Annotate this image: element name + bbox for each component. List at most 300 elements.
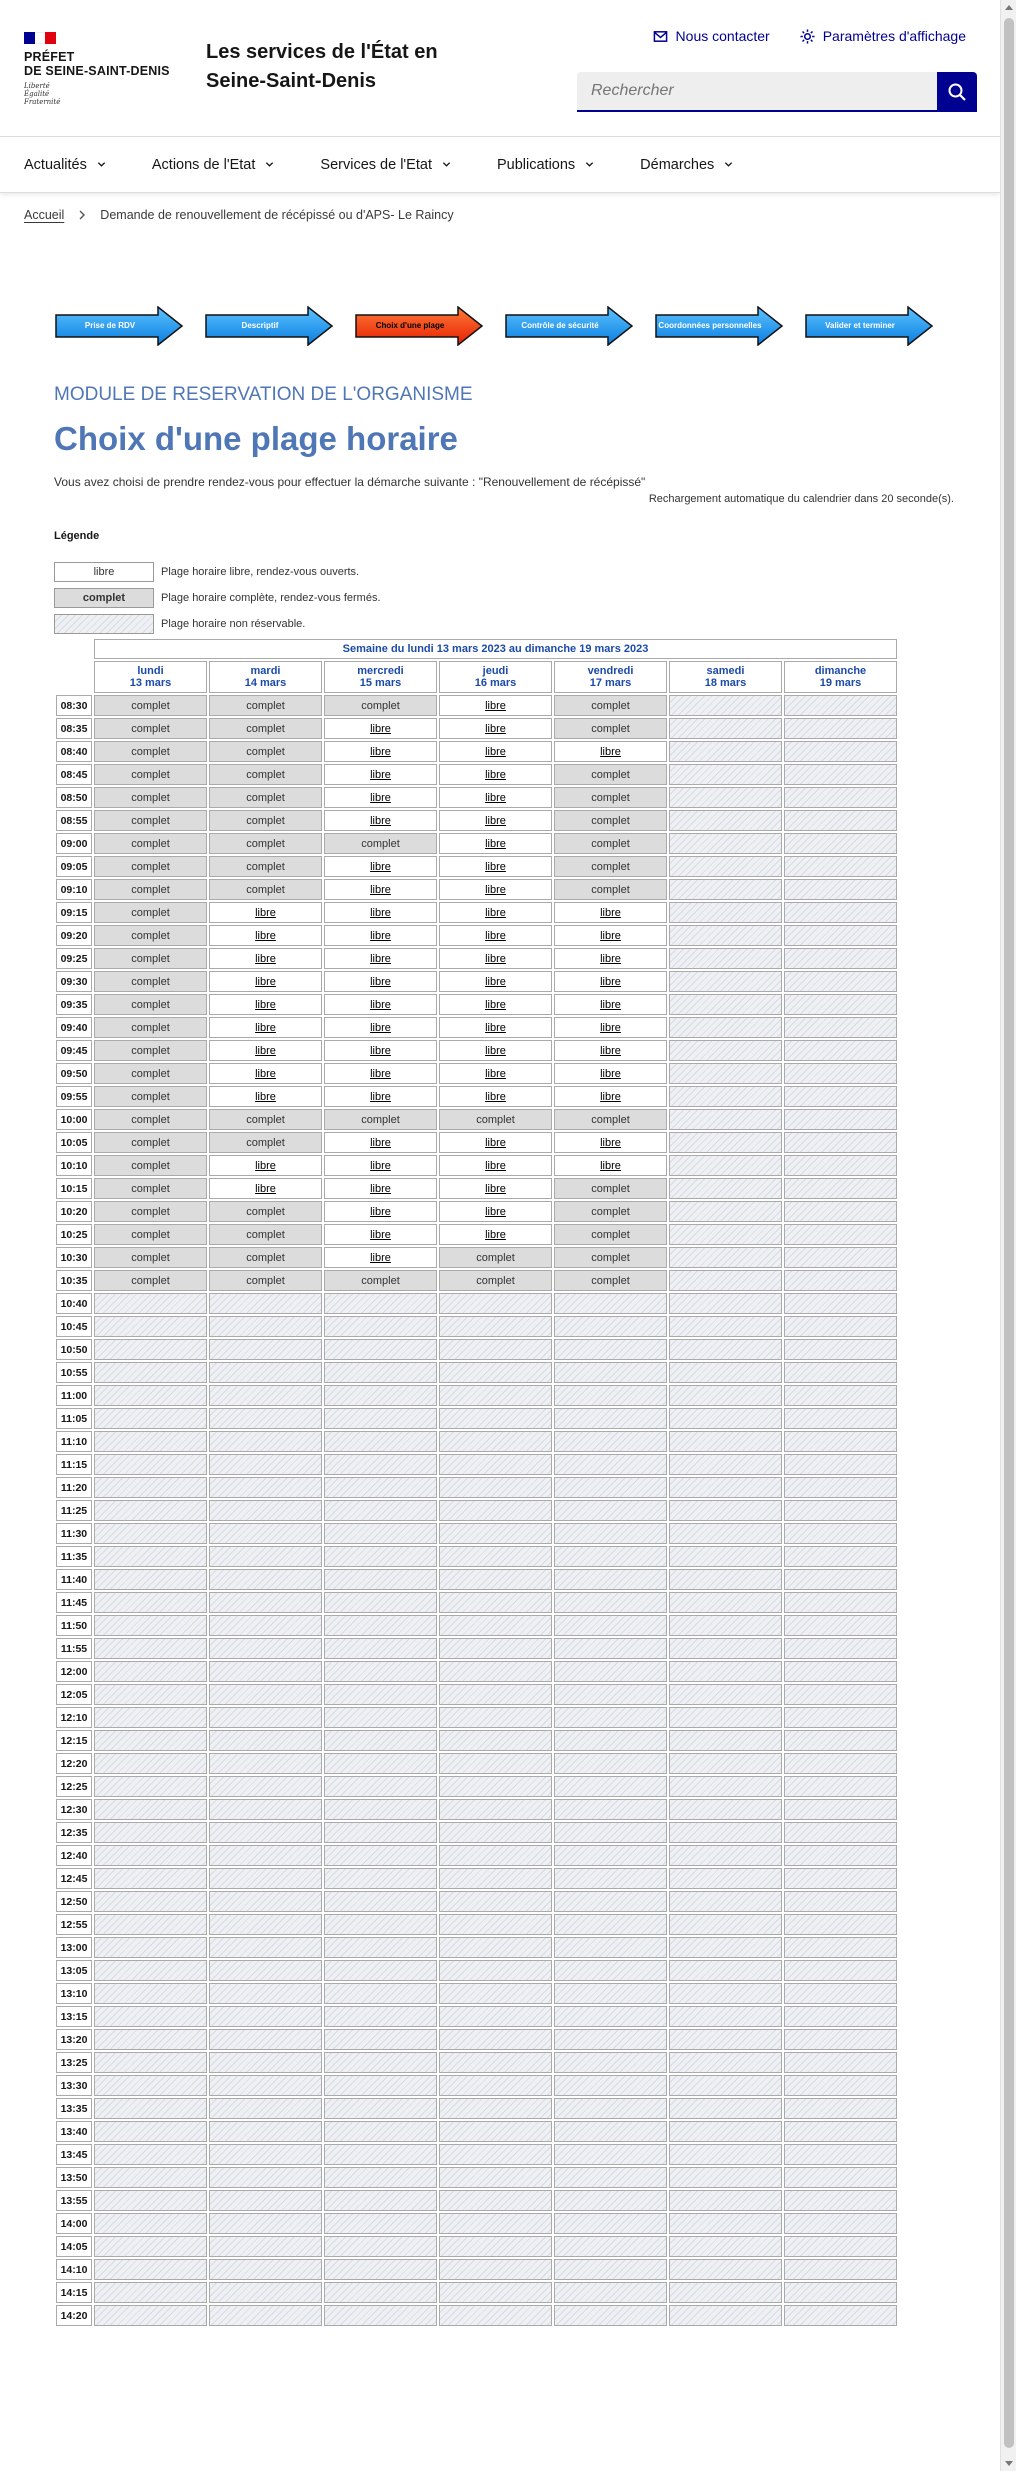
- slot-complet: complet: [209, 1132, 322, 1153]
- slot-time: 11:15: [56, 1454, 92, 1475]
- slot-libre-link[interactable]: libre: [485, 1136, 506, 1149]
- slot-libre-link[interactable]: libre: [485, 1159, 506, 1172]
- slot-complet: complet: [554, 810, 667, 831]
- slot-libre-link[interactable]: libre: [485, 699, 506, 712]
- slot-libre-link[interactable]: libre: [485, 883, 506, 896]
- slot-non-reservable: [324, 1293, 437, 1314]
- slot-libre-link[interactable]: libre: [600, 906, 621, 919]
- slot-non-reservable: [324, 2305, 437, 2326]
- nav-item-actualites[interactable]: [24, 137, 106, 192]
- table-row: [56, 718, 897, 739]
- table-row: [56, 1155, 897, 1176]
- slot-libre: [209, 1086, 322, 1107]
- slot-non-reservable: [94, 1385, 207, 1406]
- slot-time: 11:00: [56, 1385, 92, 1406]
- intro-text: Vous avez choisi de prendre rendez-vous pour effectuer la démarche suivante : "Renouvellement de récépissé": [54, 475, 646, 489]
- slot-non-reservable: [209, 1569, 322, 1590]
- slot-libre: [554, 1063, 667, 1084]
- slot-non-reservable: [554, 2236, 667, 2257]
- slot-non-reservable: [784, 1201, 897, 1222]
- slot-time: 09:35: [56, 994, 92, 1015]
- slot-libre-link[interactable]: libre: [485, 975, 506, 988]
- slot-non-reservable: [554, 2075, 667, 2096]
- nav-item-services[interactable]: [320, 137, 451, 192]
- slot-libre-link[interactable]: libre: [370, 1205, 391, 1218]
- table-row: [56, 695, 897, 716]
- slot-time: 14:05: [56, 2236, 92, 2257]
- calendar-corner: [56, 639, 92, 659]
- slot-non-reservable: [324, 2236, 437, 2257]
- slot-libre-link[interactable]: libre: [255, 1044, 276, 1057]
- slot-libre-link[interactable]: libre: [600, 1067, 621, 1080]
- slot-libre-link[interactable]: libre: [255, 975, 276, 988]
- nav-item-publications[interactable]: [497, 137, 594, 192]
- table-row: [56, 1776, 897, 1797]
- slot-non-reservable: [209, 2305, 322, 2326]
- slot-complet: complet: [94, 971, 207, 992]
- slot-complet: complet: [324, 695, 437, 716]
- slot-libre: [439, 764, 552, 785]
- slot-non-reservable: [669, 810, 782, 831]
- slot-non-reservable: [784, 856, 897, 877]
- slot-libre-link[interactable]: libre: [255, 906, 276, 919]
- slot-libre: [554, 994, 667, 1015]
- slot-time: 12:10: [56, 1707, 92, 1728]
- slot-libre: [439, 994, 552, 1015]
- slot-libre-link[interactable]: libre: [600, 975, 621, 988]
- legend-row-non-reservable: [54, 614, 381, 634]
- search-button[interactable]: [937, 72, 977, 112]
- slot-non-reservable: [669, 1362, 782, 1383]
- slot-libre-link[interactable]: libre: [255, 929, 276, 942]
- slot-non-reservable: [784, 902, 897, 923]
- slot-non-reservable: [669, 1891, 782, 1912]
- table-row: [56, 1684, 897, 1705]
- table-row: [56, 1316, 897, 1337]
- slot-libre-link[interactable]: libre: [370, 1021, 391, 1034]
- table-row: [56, 1040, 897, 1061]
- slot-libre-link[interactable]: libre: [600, 1136, 621, 1149]
- contact-link[interactable]: [653, 28, 770, 44]
- slot-non-reservable: [784, 1592, 897, 1613]
- slot-non-reservable: [94, 1776, 207, 1797]
- slot-libre-link[interactable]: libre: [485, 837, 506, 850]
- slot-libre: [439, 1178, 552, 1199]
- slot-complet: complet: [554, 787, 667, 808]
- slot-non-reservable: [784, 833, 897, 854]
- slot-libre: [324, 925, 437, 946]
- slot-time: 12:35: [56, 1822, 92, 1843]
- slot-non-reservable: [94, 2006, 207, 2027]
- slot-non-reservable: [209, 1408, 322, 1429]
- slot-non-reservable: [554, 1385, 667, 1406]
- slot-non-reservable: [669, 1201, 782, 1222]
- slot-libre-link[interactable]: libre: [600, 745, 621, 758]
- slot-complet: complet: [324, 1109, 437, 1130]
- slot-time: 08:40: [56, 741, 92, 762]
- slot-complet: complet: [554, 718, 667, 739]
- slot-non-reservable: [784, 1454, 897, 1475]
- slot-complet: complet: [209, 741, 322, 762]
- slot-libre-link[interactable]: libre: [485, 1228, 506, 1241]
- slot-non-reservable: [669, 2121, 782, 2142]
- slot-time: 12:50: [56, 1891, 92, 1912]
- slot-non-reservable: [784, 1730, 897, 1751]
- slot-time: 09:10: [56, 879, 92, 900]
- slot-complet: complet: [554, 833, 667, 854]
- slot-non-reservable: [784, 1385, 897, 1406]
- slot-libre-link[interactable]: libre: [370, 929, 391, 942]
- slot-libre-link[interactable]: libre: [600, 1159, 621, 1172]
- slot-libre-link[interactable]: libre: [485, 722, 506, 735]
- slot-libre-link[interactable]: libre: [255, 1021, 276, 1034]
- slot-non-reservable: [94, 1799, 207, 1820]
- slot-non-reservable: [439, 2075, 552, 2096]
- slot-libre-link[interactable]: libre: [370, 1228, 391, 1241]
- table-row: [56, 2029, 897, 2050]
- slot-non-reservable: [324, 1776, 437, 1797]
- scroll-down-arrow-icon[interactable]: [1005, 2461, 1013, 2466]
- slot-time: 10:00: [56, 1109, 92, 1130]
- slot-libre-link[interactable]: libre: [485, 998, 506, 1011]
- slot-libre: [324, 994, 437, 1015]
- slot-non-reservable: [94, 1661, 207, 1682]
- slot-non-reservable: [324, 1477, 437, 1498]
- slot-non-reservable: [554, 1868, 667, 1889]
- slot-non-reservable: [784, 1063, 897, 1084]
- slot-complet: complet: [94, 1178, 207, 1199]
- slot-libre-link[interactable]: libre: [255, 1067, 276, 1080]
- slot-complet: complet: [209, 856, 322, 877]
- prefet-logo[interactable]: [24, 32, 170, 106]
- breadcrumb-home-link[interactable]: Accueil: [24, 208, 65, 222]
- slot-non-reservable: [784, 1983, 897, 2004]
- slot-time: 14:15: [56, 2282, 92, 2303]
- slot-libre: [439, 971, 552, 992]
- slot-non-reservable: [784, 1684, 897, 1705]
- slot-libre-link[interactable]: libre: [255, 998, 276, 1011]
- table-row: [56, 2259, 897, 2280]
- slot-time: 13:50: [56, 2167, 92, 2188]
- slot-time: 12:25: [56, 1776, 92, 1797]
- slot-non-reservable: [209, 2006, 322, 2027]
- slot-libre-link[interactable]: libre: [255, 1182, 276, 1195]
- slot-complet: complet: [94, 902, 207, 923]
- slot-libre-link[interactable]: libre: [370, 722, 391, 735]
- slot-libre-link[interactable]: libre: [600, 1090, 621, 1103]
- slot-complet: complet: [209, 879, 322, 900]
- slot-time: 10:50: [56, 1339, 92, 1360]
- day-header: [94, 661, 207, 693]
- slot-non-reservable: [784, 2213, 897, 2234]
- table-row: [56, 902, 897, 923]
- slot-non-reservable: [439, 1454, 552, 1475]
- slot-libre-link[interactable]: libre: [600, 1044, 621, 1057]
- slot-libre-link[interactable]: libre: [370, 975, 391, 988]
- slot-non-reservable: [554, 1408, 667, 1429]
- slot-libre-link[interactable]: libre: [485, 906, 506, 919]
- slot-non-reservable: [669, 2167, 782, 2188]
- slot-non-reservable: [324, 1385, 437, 1406]
- table-row: [56, 1914, 897, 1935]
- slot-libre-link[interactable]: libre: [255, 952, 276, 965]
- slot-libre: [209, 948, 322, 969]
- slot-non-reservable: [209, 1937, 322, 1958]
- slot-non-reservable: [669, 718, 782, 739]
- slot-non-reservable: [784, 1753, 897, 1774]
- table-row: [56, 1293, 897, 1314]
- step-1: [54, 306, 184, 346]
- slot-libre-link[interactable]: libre: [370, 768, 391, 781]
- slot-non-reservable: [669, 764, 782, 785]
- slot-non-reservable: [784, 2236, 897, 2257]
- slot-non-reservable: [669, 1822, 782, 1843]
- slot-non-reservable: [324, 1431, 437, 1452]
- slot-libre-link[interactable]: libre: [370, 883, 391, 896]
- slot-libre-link[interactable]: libre: [600, 952, 621, 965]
- slot-complet: complet: [94, 1132, 207, 1153]
- slot-non-reservable: [554, 1960, 667, 1981]
- slot-non-reservable: [94, 1753, 207, 1774]
- slot-complet: complet: [94, 1017, 207, 1038]
- day-date: 19 mars: [819, 677, 862, 689]
- slot-non-reservable: [554, 2213, 667, 2234]
- scroll-up-arrow-icon[interactable]: [1005, 5, 1013, 10]
- slot-non-reservable: [784, 1822, 897, 1843]
- slot-libre-link[interactable]: libre: [370, 1136, 391, 1149]
- slot-non-reservable: [669, 1454, 782, 1475]
- slot-non-reservable: [324, 1523, 437, 1544]
- slot-libre-link[interactable]: libre: [370, 1159, 391, 1172]
- search-bar: [577, 72, 977, 112]
- slot-libre-link[interactable]: libre: [370, 745, 391, 758]
- slot-non-reservable: [554, 2052, 667, 2073]
- slot-non-reservable: [784, 925, 897, 946]
- table-row: [56, 1569, 897, 1590]
- slot-non-reservable: [784, 2190, 897, 2211]
- slot-libre-link[interactable]: libre: [370, 1182, 391, 1195]
- slot-libre-link[interactable]: libre: [485, 1205, 506, 1218]
- table-row: [56, 1454, 897, 1475]
- slot-non-reservable: [209, 1707, 322, 1728]
- table-row: [56, 2098, 897, 2119]
- slot-non-reservable: [209, 1799, 322, 1820]
- slot-libre-link[interactable]: libre: [485, 1090, 506, 1103]
- slot-libre-link[interactable]: libre: [370, 1044, 391, 1057]
- slot-non-reservable: [209, 2190, 322, 2211]
- header-tools: [653, 28, 966, 44]
- slot-non-reservable: [324, 1891, 437, 1912]
- slot-non-reservable: [94, 1891, 207, 1912]
- slot-libre: [324, 1086, 437, 1107]
- day-name: vendredi: [587, 665, 634, 677]
- slot-non-reservable: [669, 2052, 782, 2073]
- slot-non-reservable: [784, 1937, 897, 1958]
- scroll-thumb[interactable]: [1004, 18, 1014, 2448]
- nav-item-actions[interactable]: [152, 137, 275, 192]
- slot-non-reservable: [784, 1224, 897, 1245]
- slot-non-reservable: [784, 2075, 897, 2096]
- slot-non-reservable: [784, 1707, 897, 1728]
- slot-libre: [209, 1178, 322, 1199]
- slot-complet: complet: [209, 1247, 322, 1268]
- day-date: 14 mars: [244, 677, 287, 689]
- slot-libre: [554, 1040, 667, 1061]
- slot-non-reservable: [209, 1776, 322, 1797]
- slot-non-reservable: [94, 1546, 207, 1567]
- slot-time: 12:55: [56, 1914, 92, 1935]
- table-row: [56, 1017, 897, 1038]
- display-settings-button[interactable]: [800, 28, 966, 44]
- slot-libre-link[interactable]: libre: [485, 929, 506, 942]
- day-date: 13 mars: [129, 677, 172, 689]
- slot-time: 13:20: [56, 2029, 92, 2050]
- motto-line-3: Fraternité: [24, 98, 61, 106]
- slot-libre-link[interactable]: libre: [600, 1021, 621, 1034]
- slot-non-reservable: [669, 1684, 782, 1705]
- slot-non-reservable: [94, 2236, 207, 2257]
- slot-libre: [554, 1017, 667, 1038]
- slot-libre-link[interactable]: libre: [485, 1182, 506, 1195]
- step-label: Valider et terminer: [825, 321, 895, 330]
- table-row: [56, 1592, 897, 1613]
- slot-libre-link[interactable]: libre: [370, 1251, 391, 1264]
- table-row: [56, 1362, 897, 1383]
- slot-libre-link[interactable]: libre: [485, 1044, 506, 1057]
- slot-complet: complet: [324, 833, 437, 854]
- slot-non-reservable: [209, 1477, 322, 1498]
- slot-non-reservable: [784, 764, 897, 785]
- chevron-down-icon: [265, 160, 274, 169]
- slot-non-reservable: [209, 1891, 322, 1912]
- slot-non-reservable: [554, 1546, 667, 1567]
- slot-non-reservable: [324, 2052, 437, 2073]
- slot-non-reservable: [94, 1316, 207, 1337]
- slot-non-reservable: [554, 1592, 667, 1613]
- slot-non-reservable: [669, 833, 782, 854]
- slot-libre-link[interactable]: libre: [485, 745, 506, 758]
- slot-libre-link[interactable]: libre: [370, 814, 391, 827]
- slot-non-reservable: [439, 2052, 552, 2073]
- table-row: [56, 879, 897, 900]
- slot-non-reservable: [669, 1638, 782, 1659]
- slot-non-reservable: [209, 2259, 322, 2280]
- slot-non-reservable: [94, 1408, 207, 1429]
- slot-non-reservable: [669, 1914, 782, 1935]
- display-settings-label: Paramètres d'affichage: [822, 28, 966, 44]
- slot-libre-link[interactable]: libre: [485, 1021, 506, 1034]
- slot-libre-link[interactable]: libre: [600, 929, 621, 942]
- slot-libre: [209, 994, 322, 1015]
- slot-non-reservable: [94, 1914, 207, 1935]
- slot-libre-link[interactable]: libre: [370, 1067, 391, 1080]
- slot-non-reservable: [784, 879, 897, 900]
- slot-non-reservable: [439, 1730, 552, 1751]
- slot-libre-link[interactable]: libre: [600, 998, 621, 1011]
- legend-title: Légende: [54, 530, 100, 542]
- slot-libre: [324, 902, 437, 923]
- slot-libre-link[interactable]: libre: [485, 768, 506, 781]
- slot-libre-link[interactable]: libre: [370, 791, 391, 804]
- slot-complet: complet: [209, 1201, 322, 1222]
- day-header: [439, 661, 552, 693]
- table-row: [56, 2236, 897, 2257]
- slot-non-reservable: [324, 1822, 437, 1843]
- nav-label: Publications: [496, 156, 576, 173]
- slot-non-reservable: [439, 1477, 552, 1498]
- day-name: lundi: [137, 665, 164, 677]
- slot-non-reservable: [324, 1500, 437, 1521]
- slot-non-reservable: [439, 1891, 552, 1912]
- nav-item-demarches[interactable]: [640, 137, 733, 192]
- table-row: [56, 1891, 897, 1912]
- slot-libre-link[interactable]: libre: [370, 1090, 391, 1103]
- slot-non-reservable: [669, 2006, 782, 2027]
- slot-libre-link[interactable]: libre: [485, 952, 506, 965]
- slot-complet: complet: [94, 1040, 207, 1061]
- table-row: [56, 1983, 897, 2004]
- slot-time: 11:20: [56, 1477, 92, 1498]
- slot-non-reservable: [669, 879, 782, 900]
- slot-non-reservable: [784, 1017, 897, 1038]
- slot-libre-link[interactable]: libre: [370, 906, 391, 919]
- slot-libre-link[interactable]: libre: [485, 791, 506, 804]
- slot-time: 09:45: [56, 1040, 92, 1061]
- slot-non-reservable: [784, 1914, 897, 1935]
- slot-non-reservable: [554, 1500, 667, 1521]
- slot-libre-link[interactable]: libre: [255, 1159, 276, 1172]
- slot-non-reservable: [784, 1293, 897, 1314]
- site-title[interactable]: Les services de l'État en Seine-Saint-Denis: [206, 41, 438, 92]
- slot-non-reservable: [94, 2121, 207, 2142]
- slot-libre: [439, 787, 552, 808]
- slot-libre-link[interactable]: libre: [485, 814, 506, 827]
- slot-libre-link[interactable]: libre: [370, 952, 391, 965]
- slot-non-reservable: [209, 2167, 322, 2188]
- slot-non-reservable: [94, 1569, 207, 1590]
- slot-non-reservable: [94, 1937, 207, 1958]
- slot-libre: [554, 948, 667, 969]
- slot-libre-link[interactable]: libre: [255, 1090, 276, 1103]
- table-row: [56, 1178, 897, 1199]
- slot-non-reservable: [209, 2121, 322, 2142]
- search-input[interactable]: [577, 72, 937, 112]
- slot-non-reservable: [439, 2098, 552, 2119]
- slot-complet: complet: [94, 1224, 207, 1245]
- slot-non-reservable: [94, 1431, 207, 1452]
- slot-libre-link[interactable]: libre: [485, 860, 506, 873]
- slot-libre-link[interactable]: libre: [370, 998, 391, 1011]
- slot-time: 10:40: [56, 1293, 92, 1314]
- slot-non-reservable: [94, 1615, 207, 1636]
- slot-non-reservable: [324, 1799, 437, 1820]
- slot-non-reservable: [669, 1592, 782, 1613]
- day-date: 18 mars: [704, 677, 747, 689]
- slot-libre: [554, 925, 667, 946]
- slot-complet: complet: [554, 1224, 667, 1245]
- slot-non-reservable: [324, 1983, 437, 2004]
- slot-non-reservable: [94, 1730, 207, 1751]
- slot-non-reservable: [209, 2144, 322, 2165]
- table-row: [56, 1730, 897, 1751]
- table-row: [56, 1086, 897, 1107]
- search-icon: [947, 82, 967, 102]
- page-scrollbar[interactable]: [1000, 0, 1016, 2471]
- slot-complet: complet: [94, 994, 207, 1015]
- slot-libre-link[interactable]: libre: [370, 860, 391, 873]
- slot-libre-link[interactable]: libre: [485, 1067, 506, 1080]
- slot-non-reservable: [439, 2282, 552, 2303]
